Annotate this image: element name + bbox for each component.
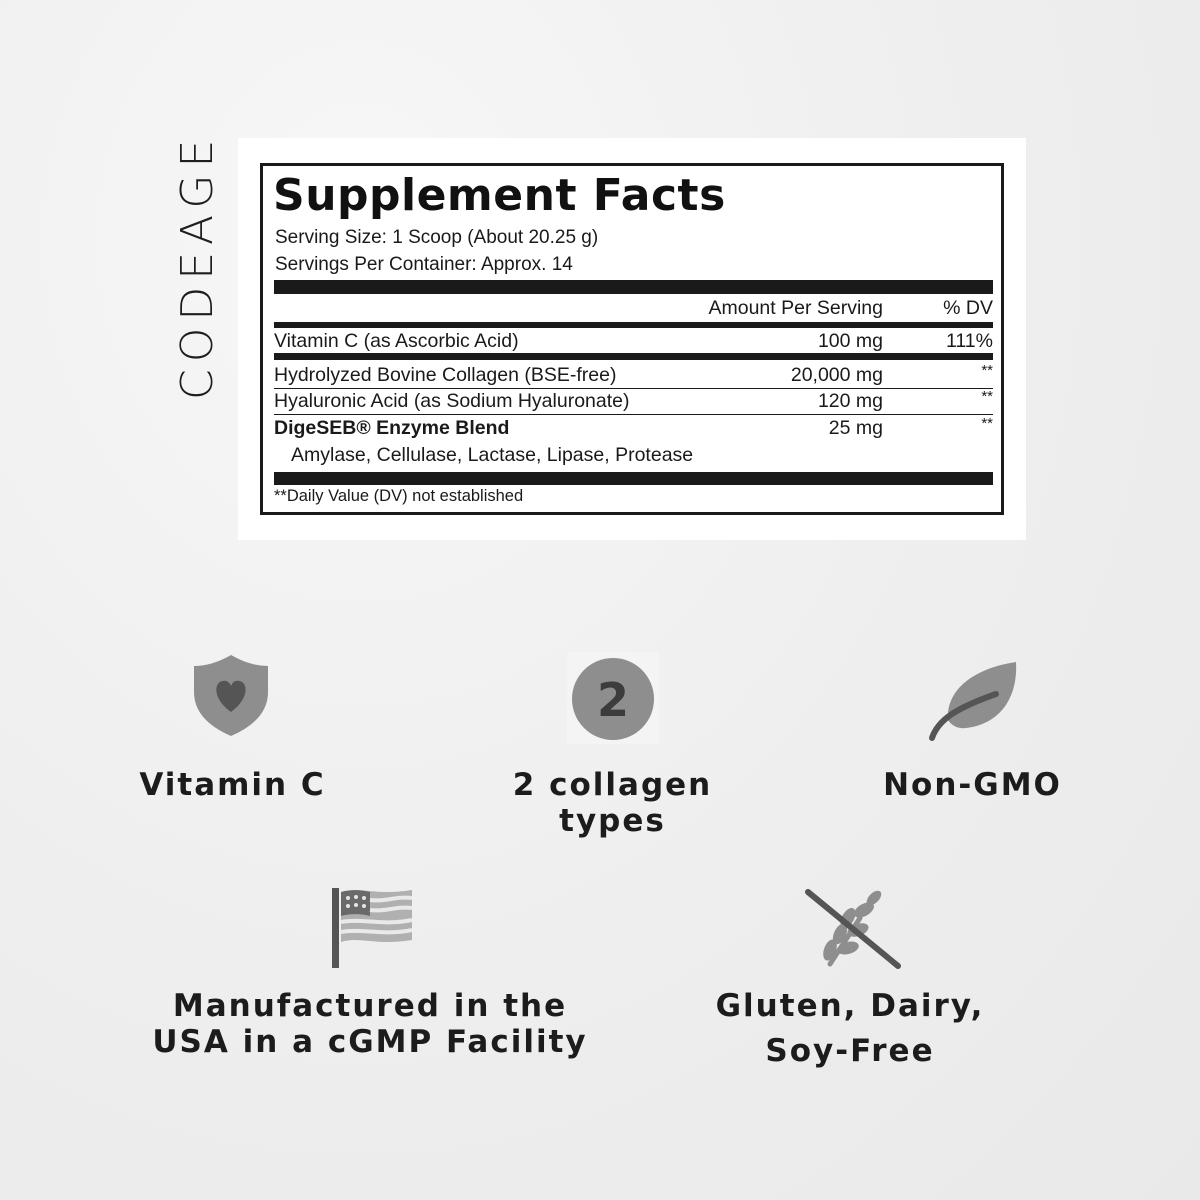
- column-header-amount: Amount Per Serving: [708, 297, 883, 319]
- medium-divider: [274, 322, 993, 328]
- ingredient-amount: 25 mg: [828, 417, 883, 439]
- ingredient-amount: 120 mg: [817, 390, 883, 412]
- shield-heart-icon: [190, 652, 272, 740]
- no-wheat-icon: [800, 888, 904, 972]
- usa-flag-icon: [330, 886, 416, 970]
- leaf-icon: [926, 658, 1022, 742]
- row-divider: [274, 414, 993, 415]
- thick-divider: [274, 472, 993, 485]
- servings-per-container: Servings Per Container: Approx. 14: [275, 254, 573, 275]
- feature-non-gmo: [870, 767, 1075, 803]
- supplement-facts-label: [260, 163, 1004, 515]
- facts-title: Supplement Facts: [273, 170, 726, 221]
- feature-label: Soy-Free: [765, 1033, 935, 1069]
- feature-made-in-usa: [150, 988, 590, 1060]
- medium-divider: [274, 353, 993, 360]
- feature-label: Gluten, Dairy,: [715, 988, 985, 1024]
- feature-label: types: [559, 803, 666, 839]
- number-two-badge-icon: [570, 656, 656, 742]
- brand-logo: CODEAGE: [172, 132, 223, 400]
- ingredient-name: Hydrolyzed Bovine Collagen (BSE-free): [274, 364, 617, 386]
- feature-label: Manufactured in the: [172, 988, 568, 1024]
- ingredient-amount: 20,000 mg: [790, 364, 883, 386]
- row-divider: [274, 388, 993, 389]
- ingredient-dv: 111%: [946, 330, 993, 352]
- thick-divider: [274, 280, 993, 294]
- feature-label: Non-GMO: [883, 767, 1062, 803]
- feature-allergen-free: [700, 988, 1000, 1069]
- ingredient-dv: **: [981, 415, 993, 432]
- ingredient-dv: **: [981, 388, 993, 405]
- footnote: **Daily Value (DV) not established: [274, 487, 524, 505]
- ingredient-name: DigeSEB® Enzyme Blend: [274, 417, 510, 439]
- feature-label: 2 collagen: [512, 767, 713, 803]
- badge-number: 2: [596, 673, 630, 727]
- ingredient-amount: 100 mg: [817, 330, 883, 352]
- blend-components: Amylase, Cellulase, Lactase, Lipase, Protease: [291, 444, 694, 466]
- feature-vitamin-c: [120, 767, 345, 803]
- feature-label: USA in a cGMP Facility: [152, 1024, 588, 1060]
- ingredient-dv: **: [981, 362, 993, 379]
- feature-collagen-types: [480, 767, 745, 839]
- feature-label: Vitamin C: [139, 767, 326, 803]
- ingredient-name: Vitamin C (as Ascorbic Acid): [274, 330, 519, 352]
- serving-size: Serving Size: 1 Scoop (About 20.25 g): [275, 227, 599, 248]
- column-header-dv: % DV: [943, 297, 993, 319]
- ingredient-name: Hyaluronic Acid (as Sodium Hyaluronate): [274, 390, 630, 412]
